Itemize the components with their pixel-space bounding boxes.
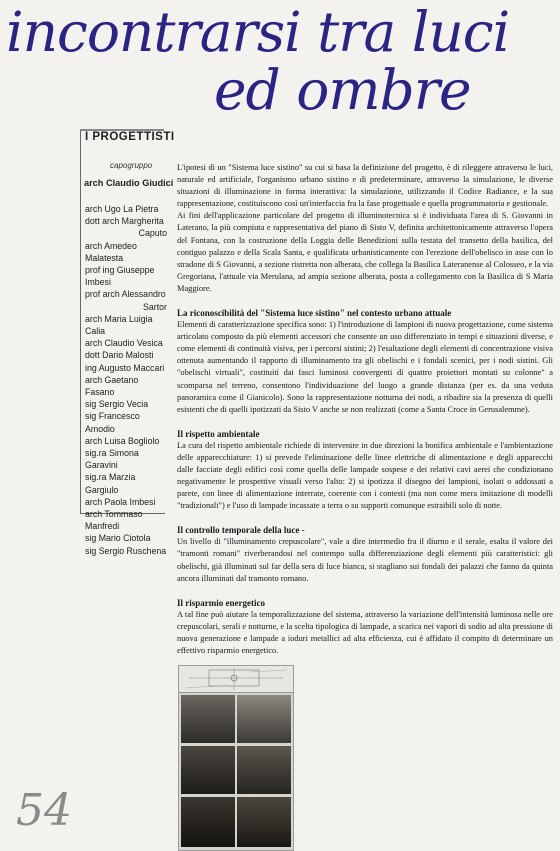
title-line-1: incontrarsi tra luci xyxy=(6,0,510,64)
designer-item: arch Paola Imbesi xyxy=(85,496,156,507)
designer-item: dott Dario Malosti xyxy=(85,350,154,361)
designer-item: sig Francesco Amodio xyxy=(85,411,140,434)
designer-item: sig Mario Ciotola xyxy=(85,533,151,544)
designer-item: sig Sergio Vecia xyxy=(85,399,149,410)
paragraph: Un livello di "illuminamento crepuscolare", vale a dire intermedio fra il diurno e il serale, esalta il valore dei "tramonti romani" riverberandosi nel contempo sulla differenziazione degli elementi più caratteristici: gli obelischi, già illuminati sul far della sera di luce bianca, si stagliano sui fondali dei palazzi che fanno da quinta ancora illuminati dal tramonto romano. xyxy=(177,537,553,583)
section-heading: Il rispetto ambientale xyxy=(177,428,260,439)
designer-item: sig Sergio Ruschena xyxy=(85,545,167,556)
capogruppo-label: capogruppo xyxy=(110,161,153,170)
article-body xyxy=(177,162,553,657)
designer-item: arch Amedeo Malatesta xyxy=(85,240,137,263)
designer-item: dott arch Margherita Caputo xyxy=(85,216,167,239)
designer-item: arch Tommaso Manfredi xyxy=(85,509,143,532)
designer-item: arch Ugo La Pietra xyxy=(85,204,159,214)
night-photo xyxy=(181,695,235,743)
title-line-2: ed ombre xyxy=(214,58,471,122)
paragraph: Ai fini dell'applicazione particolare del progetto di illuminotecnica si è individuata l'area di S. Giovanni in Laterano, la più compiuta e rappresentativa del piano di Sisto V, definita architettonicamente attraverso l'opera del Fontana, con la costruzione della Loggia delle Benedizioni sulla testata del transetto della basilica, del contiguo palazzo e della Scala Santa, e qualificata urbanisticamente con l'erezione dell'obelisco in asse con lo stradone di S Giovanni, a sezione ristretta non alberata, che collega la Basilica Lateranense al Colosseo, e la via Gregoriana, l'attuale via Merulana, ad ampia sezione alberata, posta a collegamento con la Basilica di S Maria Maggiore. xyxy=(177,211,553,293)
designer-item: sig.ra Marzia Gargiulo xyxy=(85,472,136,495)
paragraph: Elementi di caratterizzazione specifica sono: 1) l'introduzione di lampioni di nuova progettazione, come sistema articolato composto da più elementi accessori che consente un uso differenziato in tempi e situazioni diverse, e come elementi di continuità visiva, per i percorsi sistini; 2) l'esaltazione degli elementi di concentrazione visiva ottenuta aumentando il rapporto di illuminamento tra gli obelischi e i fondali scenici, per i nodi sistini. Gli "obelischi virtuali", costituiti dai fasci luminosi convergenti di quattro proiettori montati su colonne" a scomparsa nel terreno, consentono l'individuazione del luogo a grande distanza (per es. da una veduta panoramica come il Gianicolo). Sono la rappresentazione notturna dei nodi, a ribadire sia la presenza di quelli esistenti che di quelli ipotizzati da Sisto V anche se non realizzati (come a Santa Croce in Gerusalemme). xyxy=(177,320,553,414)
designer-item: arch Luisa Bogliolo xyxy=(85,435,160,446)
designer-item: sig.ra Simona Garavini xyxy=(85,448,139,471)
designer-item: arch Claudio Vesica xyxy=(85,338,163,349)
night-photo xyxy=(181,746,235,794)
night-photo xyxy=(237,746,291,794)
paragraph: L'ipotesi di un "Sistema luce sistino" su cui si basa la definizione del progetto, è di rileggere attraverso le luci, naturale ed artificiale, l'organismo urbano sistino e di predeterminare, attraverso la simulazione, le diverse situazioni di illuminazione in forma interattiva: la simulazione, utilizzando il Codice Radiance, e la sua rappresentazione, costituiscono così un'interfaccia fra la fase progettuale e quella programmatoria e gestionale. xyxy=(177,163,553,209)
designers-heading: I PROGETTISTI xyxy=(85,131,175,143)
designer-item: ing Augusto Maccari xyxy=(85,362,165,373)
designers-list xyxy=(85,203,169,557)
paragraph: A tal fine può aiutare la temporalizzazione del sistema, attraverso la variazione dell'intensità luminosa nelle ore crepuscolari, serali e notturne, e la scelta tipologica di lampade, a scarica nei vapori di sodio ad alta pressione di nuova generazione e lampade a ioduri metallici ad alta efficienza, cui è affidato il compito di determinare un effettivo risparmio energetico. xyxy=(177,609,553,655)
project-illustration xyxy=(178,665,294,851)
paragraph: La cura del rispetto ambientale richiede di intervenire in due direzioni la bonifica ambientale e l'ambientazione delle apparecchiature: 1) si prevede l'eliminazione delle linee elettriche di alimentazione e degli apparecchi dalle facciate degli edifici così come quella delle lampade sospese e dei relativi cavi aerei che condizionano negativamente le prospettive visuali verso l'alto: 2) si ipotizza il disegno dei lampioni, isolati o addossati a parete, con linee di alimentazione interrate, coerente con i contesti (ma non come mera imitazione di modelli "tradizionali") e l'uso di lampade incassate a terra o su supporti comunque estraibili solo di notte. xyxy=(177,440,553,511)
capogruppo-name: arch Claudio Giudici xyxy=(84,178,174,188)
section-heading: Il risparmio energetico xyxy=(177,597,265,608)
designer-item: arch Maria Luigia Calia xyxy=(85,313,153,337)
night-photo xyxy=(237,695,291,743)
designer-item: prof ing Giuseppe Imbesi xyxy=(85,265,155,288)
section-heading: La riconoscibilità del "Sistema luce sistino" nel contesto urbano attuale xyxy=(177,308,452,319)
site-plan-drawing xyxy=(179,666,293,693)
designer-item: arch Gaetano Fasano xyxy=(85,374,139,398)
night-photo xyxy=(237,797,291,847)
night-photo xyxy=(181,797,235,847)
section-heading: Il controllo temporale della luce - xyxy=(177,525,305,536)
page-number: 54 xyxy=(16,785,72,836)
designer-item: prof arch Alessandro Sartor xyxy=(85,289,167,312)
